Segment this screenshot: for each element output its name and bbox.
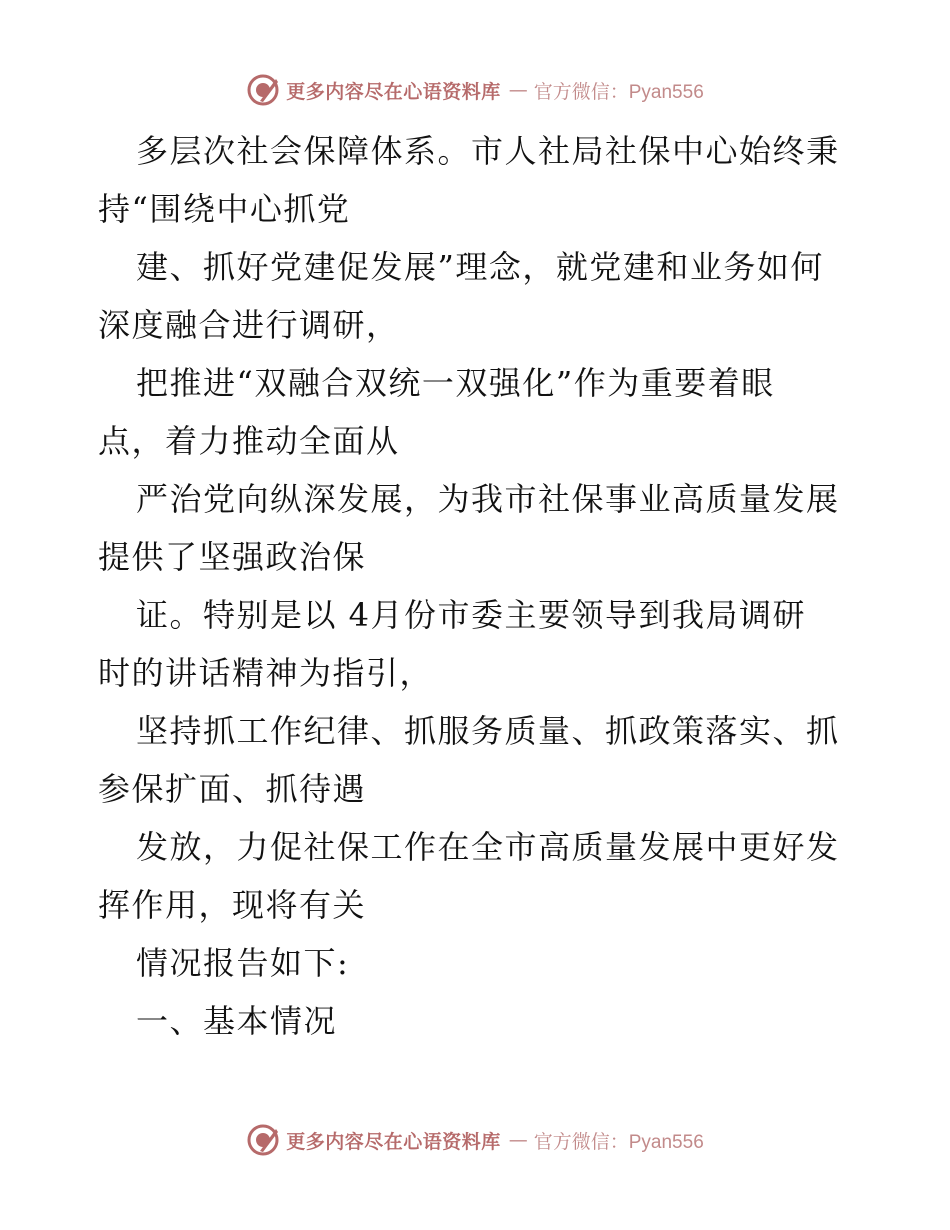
pen-logo-icon bbox=[246, 73, 280, 107]
pen-logo-icon bbox=[246, 1123, 280, 1157]
body-line: 时的讲话精神为指引， bbox=[98, 654, 434, 692]
header-watermark-banner bbox=[0, 70, 950, 110]
body-line: 参保扩面、抓待遇 bbox=[98, 770, 367, 808]
footer-watermark-banner bbox=[0, 1120, 950, 1160]
header-banner-contact: 官方微信：Pyan556 bbox=[533, 81, 704, 103]
body-line: 证。特别是以 4月份市委主要领导到我局调研 bbox=[136, 596, 807, 634]
section-heading: 一、基本情况 bbox=[136, 1002, 338, 1040]
footer-banner-contact: 官方微信：Pyan556 bbox=[533, 1131, 704, 1153]
footer-banner-text: 更多内容尽在心语资料库 bbox=[286, 1130, 501, 1153]
body-line: 持“围绕中心抓党 bbox=[98, 190, 351, 228]
header-banner-text: 更多内容尽在心语资料库 bbox=[286, 80, 501, 103]
header-banner-separator: — bbox=[508, 79, 528, 101]
body-line: 严治党向纵深发展，为我市社保事业高质量发展 bbox=[136, 480, 840, 518]
body-line: 提供了坚强政治保 bbox=[98, 538, 367, 576]
body-line: 点，着力推动全面从 bbox=[98, 422, 400, 460]
body-line: 深度融合进行调研， bbox=[98, 306, 400, 344]
body-line: 挥作用，现将有关 bbox=[98, 886, 367, 924]
body-line: 发放，力促社保工作在全市高质量发展中更好发 bbox=[136, 828, 840, 866]
body-line: 情况报告如下: bbox=[136, 944, 350, 982]
body-line: 多层次社会保障体系。市人社局社保中心始终秉 bbox=[136, 132, 840, 170]
body-line: 把推进“双融合双统一双强化”作为重要着眼 bbox=[136, 364, 775, 402]
body-line: 建、抓好党建促发展”理念，就党建和业务如何 bbox=[136, 248, 824, 286]
footer-banner-separator: — bbox=[508, 1129, 528, 1151]
body-line: 坚持抓工作纪律、抓服务质量、抓政策落实、抓 bbox=[136, 712, 840, 750]
document-body bbox=[98, 122, 858, 1050]
